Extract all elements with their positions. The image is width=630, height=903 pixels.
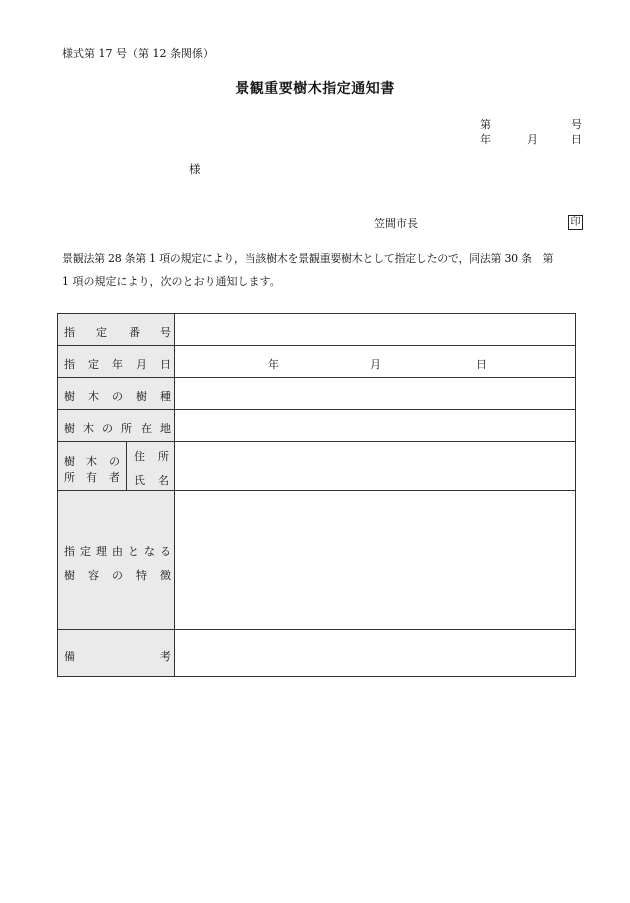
label-char: 樹 <box>64 390 75 403</box>
label-char: 在 <box>141 422 152 435</box>
label-char: 理 <box>96 545 107 558</box>
label-char: 種 <box>160 390 171 403</box>
document-title: 景観重要樹木指定通知書 <box>235 81 395 97</box>
value-designation-date[interactable] <box>175 346 575 377</box>
label-char: 所 <box>121 422 132 435</box>
date-year-label: 年 <box>480 133 491 146</box>
label-char: 指 <box>64 358 75 371</box>
label-char: 地 <box>160 422 171 435</box>
label-char: の <box>112 569 123 582</box>
label-char: 住 <box>134 450 145 463</box>
label-tree-owner <box>58 442 175 490</box>
value-tree-owner[interactable] <box>175 442 575 490</box>
label-char: 年 <box>112 358 123 371</box>
date-year-unit: 年 <box>268 358 279 371</box>
label-char: 氏 <box>134 474 145 487</box>
label-char: 徴 <box>160 569 171 582</box>
number-prefix: 第 <box>480 118 491 131</box>
date-month-label: 月 <box>527 133 538 146</box>
row-tree-location <box>58 410 575 442</box>
value-designation-number[interactable] <box>175 314 575 345</box>
label-char: 樹 <box>64 422 75 435</box>
label-char: 由 <box>112 545 123 558</box>
label-char: の <box>112 390 123 403</box>
label-char: 容 <box>88 569 99 582</box>
label-char: 木 <box>86 455 97 468</box>
label-char: 所 <box>64 471 75 484</box>
label-char: 定 <box>80 545 91 558</box>
label-char: 樹 <box>136 390 147 403</box>
label-char: 名 <box>158 474 169 487</box>
label-char: 備 <box>64 650 75 663</box>
body-text-line-2: 1 項の規定により，次のとおり通知します。 <box>62 275 281 288</box>
label-char: 所 <box>158 450 169 463</box>
row-tree-species <box>58 378 575 410</box>
form-number: 様式第 17 号（第 12 条関係） <box>62 47 214 60</box>
value-tree-species[interactable] <box>175 378 575 409</box>
label-char: 考 <box>160 650 171 663</box>
number-suffix: 号 <box>571 118 582 131</box>
body-text-line-1: 景観法第 28 条第 1 項の規定により，当該樹木を景観重要樹木として指定したので，同法第 30 条 第 <box>62 252 554 265</box>
label-char: 月 <box>136 358 147 371</box>
date-day-unit: 日 <box>476 358 487 371</box>
row-remarks <box>58 630 575 676</box>
date-day-label: 日 <box>571 133 582 146</box>
label-char: 木 <box>83 422 94 435</box>
value-designation-reason[interactable] <box>175 491 575 629</box>
label-char: る <box>160 545 171 558</box>
label-char: 特 <box>136 569 147 582</box>
row-designation-number <box>58 314 575 346</box>
label-char: の <box>109 455 120 468</box>
value-remarks[interactable] <box>175 630 575 676</box>
label-remarks <box>58 630 175 676</box>
label-char: 定 <box>96 326 107 339</box>
label-tree-location <box>58 410 175 441</box>
label-char: 定 <box>88 358 99 371</box>
label-char: な <box>144 545 155 558</box>
label-char: 木 <box>88 390 99 403</box>
label-char: 号 <box>160 326 171 339</box>
owner-sub-divider <box>126 442 127 490</box>
label-char: 有 <box>86 471 97 484</box>
row-tree-owner <box>58 442 575 491</box>
label-char: 指 <box>64 545 75 558</box>
row-designation-date <box>58 346 575 378</box>
issuer-name: 笠間市長 <box>374 217 418 230</box>
row-designation-reason <box>58 491 575 630</box>
label-char: 者 <box>109 471 120 484</box>
label-char: 樹 <box>64 455 75 468</box>
label-char: と <box>128 545 139 558</box>
label-char: 日 <box>160 358 171 371</box>
label-char: 指 <box>64 326 75 339</box>
designation-table <box>57 313 576 677</box>
date-month-unit: 月 <box>370 358 381 371</box>
label-char: 番 <box>129 326 140 339</box>
addressee-honorific: 様 <box>189 162 201 176</box>
label-designation-date <box>58 346 175 377</box>
label-tree-species <box>58 378 175 409</box>
label-designation-reason <box>58 491 175 629</box>
value-tree-location[interactable] <box>175 410 575 441</box>
seal-mark: 印 <box>568 215 583 230</box>
label-designation-number <box>58 314 175 345</box>
label-char: の <box>102 422 113 435</box>
label-char: 樹 <box>64 569 75 582</box>
